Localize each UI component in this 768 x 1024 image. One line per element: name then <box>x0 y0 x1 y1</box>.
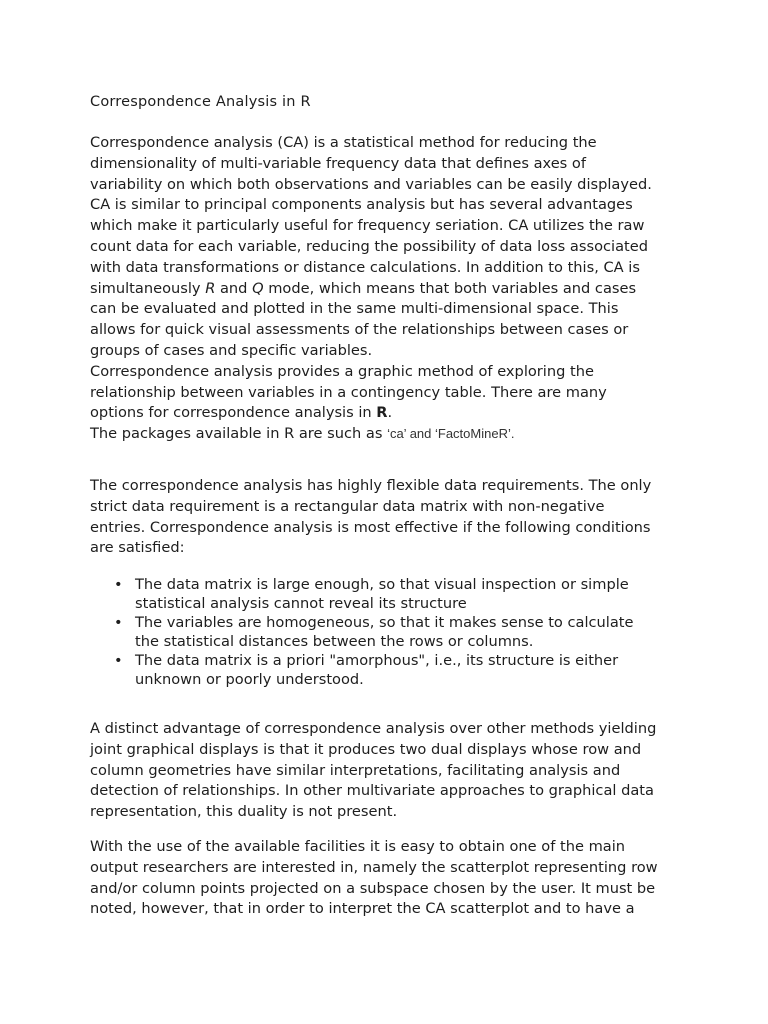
text-line: The data matrix is a priori "amorphous", i.e., its structure is either <box>135 652 619 669</box>
text-line: groups of cases and specific variables. <box>90 341 373 359</box>
list-item <box>90 575 690 613</box>
text-line: which make it particularly useful for frequency seriation. CA utilizes the raw <box>90 217 645 235</box>
text-line: relationship between variables in a contingency table. There are many <box>90 383 607 401</box>
text-line: count data for each variable, reducing the possibility of data loss associated <box>90 237 648 255</box>
paragraph-facilities <box>90 837 690 920</box>
text-line: variability on which both observations and variables can be easily displayed. <box>90 175 652 193</box>
text-run: and <box>215 279 253 297</box>
text-line: entries. Correspondence analysis is most effective if the following conditions <box>90 518 651 536</box>
text-line: and/or column points projected on a subspace chosen by the user. It must be <box>90 879 656 897</box>
conditions-list <box>90 575 690 689</box>
text-line <box>90 279 690 300</box>
list-item <box>90 651 690 689</box>
text-line: CA is similar to principal components analysis but has several advantages <box>90 196 633 214</box>
paragraph-advantage <box>90 719 690 823</box>
text-line: with data transformations or distance calculations. In addition to this, CA is <box>90 258 640 276</box>
bullet-icon: • <box>114 614 123 631</box>
bullet-icon: • <box>114 576 123 593</box>
italic-r: R <box>205 279 216 297</box>
text-line: column geometries have similar interpretations, facilitating analysis and <box>90 761 621 779</box>
text-line: With the use of the available facilities it is easy to obtain one of the main <box>90 838 626 855</box>
package-names: ‘ca’ and ‘FactoMineR’. <box>387 426 515 442</box>
text-line: The correspondence analysis has highly flexible data requirements. The only <box>90 477 652 494</box>
text-line: Correspondence analysis (CA) is a statistical method for reducing the <box>90 134 597 151</box>
text-line: representation, this duality is not present. <box>90 803 398 821</box>
text-run: simultaneously <box>90 279 206 297</box>
bullet-icon: • <box>114 652 123 669</box>
text-line: joint graphical displays is that it produces two dual displays whose row and <box>90 740 642 758</box>
list-item <box>90 613 690 651</box>
text-line: the statistical distances between the rows or columns. <box>135 633 534 650</box>
text-line: can be evaluated and plotted in the same multi-dimensional space. This <box>90 300 619 318</box>
text-line: noted, however, that in order to interpret the CA scatterplot and to have a <box>90 900 635 918</box>
text-line: detection of relationships. In other multivariate approaches to graphical data <box>90 782 654 800</box>
text-line: strict data requirement is a rectangular data matrix with non-negative <box>90 497 605 515</box>
bold-r: R <box>376 404 388 422</box>
text-line: statistical analysis cannot reveal its structure <box>135 595 467 612</box>
document-title: Correspondence Analysis in R <box>90 94 311 110</box>
text-run: options for correspondence analysis in <box>90 404 377 422</box>
paragraph-intro <box>90 133 690 445</box>
text-line: are satisfied: <box>90 539 185 557</box>
text-line <box>90 424 690 445</box>
text-run: mode, which means that both variables and cases <box>263 279 637 297</box>
text-line: output researchers are interested in, namely the scatterplot representing row <box>90 858 658 876</box>
text-line: unknown or poorly understood. <box>135 671 364 688</box>
text-line: A distinct advantage of correspondence analysis over other methods yielding <box>90 720 657 737</box>
text-line: dimensionality of multi-variable frequency data that defines axes of <box>90 154 586 172</box>
text-run: The packages available in R are such as <box>90 425 388 443</box>
italic-q: Q <box>252 279 264 297</box>
text-run: . <box>387 404 393 422</box>
text-line: The data matrix is large enough, so that visual inspection or simple <box>135 576 629 593</box>
paragraph-requirements <box>90 476 690 559</box>
text-line: Correspondence analysis provides a graphic method of exploring the <box>90 362 594 380</box>
text-line: allows for quick visual assessments of the relationships between cases or <box>90 321 629 339</box>
text-line: The variables are homogeneous, so that it makes sense to calculate <box>135 614 634 631</box>
text-line <box>90 403 690 424</box>
